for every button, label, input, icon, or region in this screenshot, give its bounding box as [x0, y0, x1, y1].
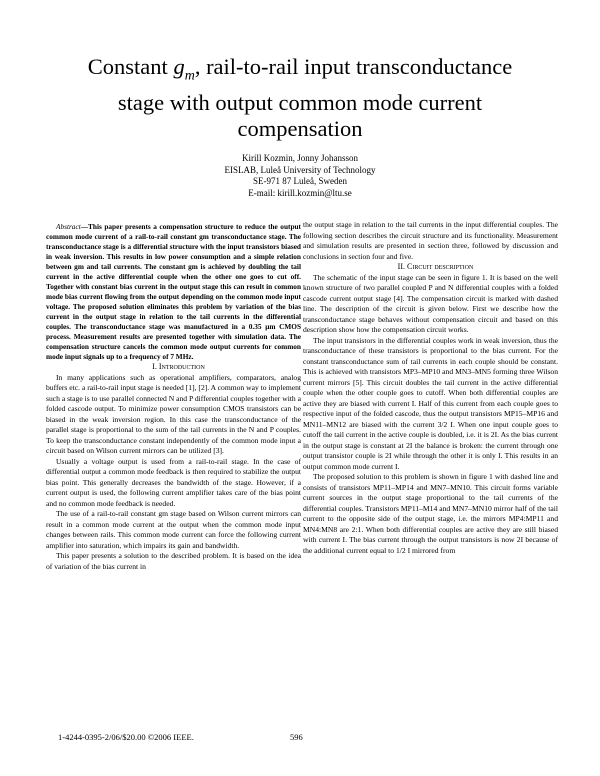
paragraph: The proposed solution to this problem is shown in figure 1 with dashed line and consists of transistors MP11–MP14 and MN7–MN10. This circuit forms variable current sources in the output stage proportional to the tail currents of the differential couples. Transistors MP11–M14 and MN7–MN10 mirror half of the tail current to the opposite side of the output stage, i.e. the mirrors MP4:MP11 and MN4:MN8 are 2:1. When both differential couples are active they are still biased with current I. The bias current through the output transistors is now 2I because of the additional current equal to 1/2 I mirrored from	[303, 472, 558, 555]
paragraph: This paper presents a solution to the described problem. It is based on the idea of variation of the bias current in	[46, 551, 301, 571]
left-column	[46, 222, 301, 572]
section-heading-circuit-description: II. Circuit description	[397, 262, 474, 271]
author-affiliation: EISLAB, Luleå University of Technology	[224, 164, 376, 175]
author-names: Kirill Kozmin, Jonny Johansson	[242, 153, 358, 163]
paragraph: the output stage in relation to the tail currents in the input differential couples. The following section describes the circuit structure and its functionality. Measurement and simulation results are presented in section three, followed by discussion and conclusions in section four and five.	[303, 220, 558, 261]
paragraph: In many applications such as operational amplifiers, comparators, analog buffers etc. a rail-to-rail input stage is needed [1], [2]. A common way to implement such a stage is to use parallel connected N and P differential couples together with a folded cascode output. To minimize power consumption CMOS transistors can be biased in the weak inversion region. In this case the transconductance of the parallel stage is proportional to the sum of the tail currents in the N and P couples. To keep the transconductance constant independently of the common mode input a circuit based on Wilson current mirrors can be utilized [3].	[46, 372, 301, 455]
right-column	[303, 220, 558, 556]
title-gm-symbol: $g_m$	[173, 54, 195, 84]
title-text: , rail-to-rail input transconductance	[194, 54, 513, 79]
title-text: compensation	[237, 115, 363, 141]
copyright-notice: 1-4244-0395-2/06/$20.00 ©2006 IEEE.	[58, 732, 194, 742]
page-number: 596	[290, 732, 303, 742]
author-block	[150, 153, 450, 199]
author-email: E-mail: kirill.kozmin@ltu.se	[248, 187, 352, 198]
paragraph: The input transistors in the differential couples work in weak inversion, thus the transconductance of these transistors is proportional to the bias current. For the constant transconductance sum of tail currents in each couple should be constant. This is achieved with transistors MP3–MP10 and MN3–MN5 forming three Wilson current mirrors [5]. This circuit doubles the tail current in the active differential couple when the other couple goes to cutoff. When both differential couples are active they are biased with current I. Half of this current from each couple goes to respective input of the folded cascode, thus the output transistors MP15–MP16 and MN11–MN12 are biased with the current 3/2 I. When one input couple goes to cutoff the tail current in the active couple is doubled, i.e. it is 2I. As the bias current in the output stage is constant at 2I the balance is broken: the current through one output transistor couple is 2I while through the other it is only I. This results in an output common mode current I.	[303, 335, 558, 471]
abstract: Abstract—This paper presents a compensation structure to reduce the output common mode current of a rail-to-rail constant gm transconductance stage. The transconductance stage is a differential structure with the input transistors biased in weak inversion. This results in low power consumption and a simple relation between gm and tail currents. The constant gm is achieved by doubling the tail current in the active differential couple when the other one goes to cut off. Together with constant bias current in the output stage this can result in common mode bias current flowing from the output depending on the common mode input voltage. The proposed solution eliminates this problem by variation of the bias current in the output stage in relation to the tail currents in the differential couples. The transconductance stage was manufactured in a 0.35 μm CMOS process. Measurement results are presented together with simulation data. The compensation structure cancels the common mode output currents for common mode input signals up to a frequency of 7 MHz.	[46, 222, 301, 361]
section-heading-introduction: I. Introduction	[152, 362, 205, 371]
title-text: Constant	[87, 54, 174, 79]
paragraph: Usually a voltage output is used from a rail-to-rail stage. In the case of differential output a common mode feedback is then required to stabilize the output bias point. This generally decreases the bandwidth of the stage. However, if a current output is used, the following current amplifier takes care of the bias point and no common mode feedback is needed.	[46, 456, 301, 508]
title-text: stage with output common mode current	[117, 89, 483, 115]
paper-title	[40, 54, 560, 142]
paragraph: The schematic of the input stage can be seen in figure 1. It is based on the well known structure of two parallel coupled P and N differential couples with a folded cascode current output stage [4]. The compensation circuit is marked with dashed line. The description of the circuit is given below. First we describe how the transconductance stage behaves without compensation circuit and based on this description show how the compensation circuit works.	[303, 272, 558, 334]
paragraph: The use of a rail-to-rail constant gm stage based on Wilson current mirrors can result in a common mode current at the output when the common mode input changes between rails. This common mode current can force the following current amplifier into saturation, which impairs its gain and bandwidth.	[46, 509, 301, 550]
author-address: SE-971 87 Luleå, Sweden	[253, 176, 347, 186]
